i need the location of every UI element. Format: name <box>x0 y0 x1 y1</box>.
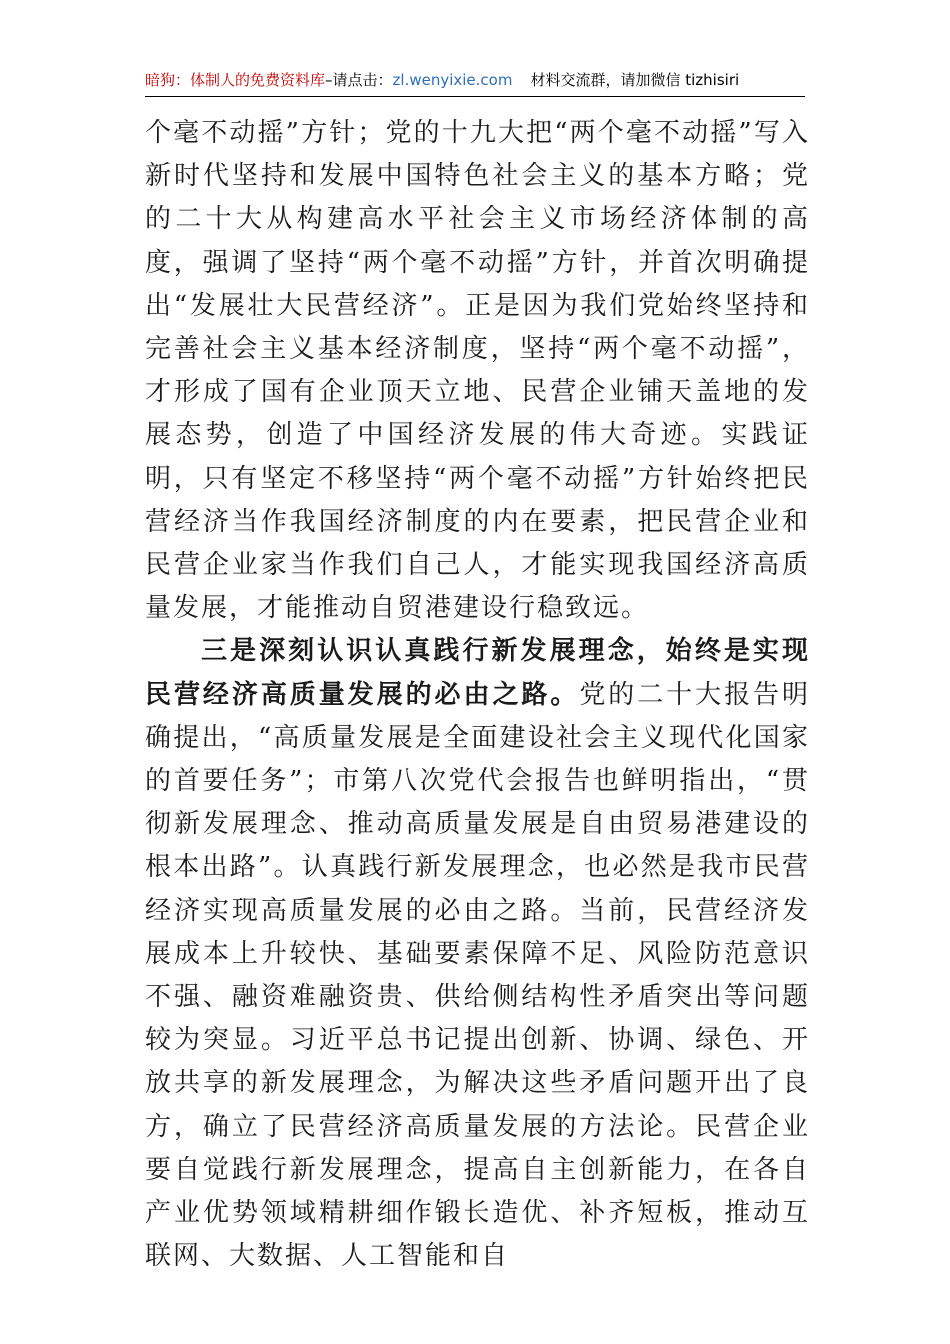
paragraph-1-text: 个毫不动摇”方针；党的十九大把“两个毫不动摇”写入新时代坚持和发展中国特色社会主义的基本方略；党的二十大从构建高水平社会主义市场经济体制的高度，强调了坚持“两个毫不动摇”方针，并首次明确提出“发展壮大民营经济”。正是因为我们党始终坚持和完善社会主义基本经济制度，坚持“两个毫不动摇”，才形成了国有企业顶天立地、民营企业铺天盖地的发展态势，创造了中国经济发展的伟大奇迹。实践证明，只有坚定不移坚持“两个毫不动摇”方针始终把民营经济当作我国经济制度的内在要素，把民营企业和民营企业家当作我们自己人，才能实现我国经济高质量发展，才能推动自贸港建设行稳致远。 <box>145 118 810 624</box>
paragraph-2 <box>145 630 810 1278</box>
paragraph-2-text: 党的二十大报告明确提出，“高质量发展是全面建设社会主义现代化国家的首要任务”；市第八次党代会报告也鲜明指出，“贯彻新发展理念、推动高质量发展是自由贸易港建设的根本出路”。认真践行新发展理念，也必然是我市民营经济实现高质量发展的必由之路。当前，民营经济发展成本上升较快、基础要素保障不足、风险防范意识不强、融资难融资贵、供给侧结构性矛盾突出等问题较为突显。习近平总书记提出创新、协调、绿色、开放共享的新发展理念，为解决这些矛盾问题开出了良方，确立了民营经济高质量发展的方法论。民营企业要自觉践行新发展理念，提高自主创新能力，在各自产业优势领域精耕细作锻长造优、补齐短板，推动互联网、大数据、人工智能和自 <box>145 679 810 1272</box>
paragraph-1 <box>145 112 810 630</box>
document-body <box>145 112 810 1278</box>
header-wechat-text: 材料交流群，请加微信 tizhisiri <box>530 71 740 89</box>
page-header <box>145 66 805 97</box>
header-url-link[interactable]: zl.wenyixie.com <box>392 71 513 89</box>
header-cta-text: –请点击： <box>325 71 393 89</box>
paragraph-2-heading: 三是深刻认识认真践行新发展理念，始终是实现民营经济高质量发展的必由之路。 <box>145 636 810 710</box>
header-brand-text: 暗狗：体制人的免费资料库 <box>145 71 326 89</box>
